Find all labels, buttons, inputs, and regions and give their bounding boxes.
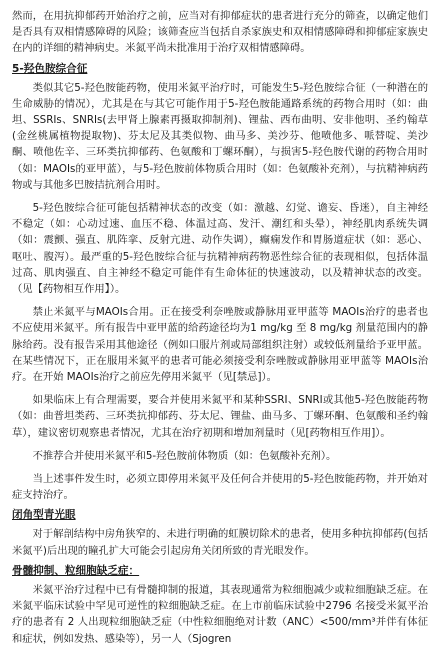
- section-heading-serotonin: 5-羟色胺综合征: [12, 62, 88, 75]
- section-marrow: [12, 559, 428, 647]
- serotonin-paragraph-2: 5-羟色胺综合征可能包括精神状态的改变（如：激越、幻觉、谵妄、昏迷），自主神经不稳定（如：心动过速、血压不稳、体温过高、发汗、潮红和头晕），神经肌肉系统失调（如：震颤、强直、肌阵挛、反射亢进、动作失调），癫痫发作和胃肠道症状（如：恶心、呕吐、腹泻）。最严重的5-羟色胺综合征与抗精神病药物恶性综合征的表现相似，包括体温过高、肌肉强直、自主神经不稳定可能伴有生命体征的快速波动，以及精神状态的改变。（见【药物相互作用】）。: [12, 202, 428, 296]
- section-heading-marrow: 骨髓抑制、粒细胞缺乏症：: [12, 564, 140, 577]
- section-serotonin: [12, 57, 428, 504]
- section-glaucoma: [12, 503, 428, 558]
- serotonin-paragraph-6: 当上述事件发生时，必须立即停用米氮平及任何合并使用的5-羟色胺能药物，并开始对症支持治疗。: [12, 473, 428, 502]
- serotonin-paragraph-5: 不推荐合并使用米氮平和5-羟色胺前体物质（如：色氨酸补充剂）。: [32, 449, 337, 462]
- intro-paragraph: 然而，在用抗抑郁药开始治疗之前，应当对有抑郁症状的患者进行充分的筛查，以确定他们是否具有双相情感障碍的风险；该筛查应当包括自杀家族史和双相情感障碍和抑郁症家族史在内的详细的精神病史。米氮平尚未批准用于治疗双相情感障碍。: [12, 10, 428, 55]
- serotonin-paragraph-1: 类似其它5-羟色胺能药物，使用米氮平治疗时，可能发生5-羟色胺综合征（一种潜在的生命威胁的情况），尤其是在与其它可能作用于5-羟色胺能通路系统的药物合用时（如：曲坦、SSRIs、SNRIs(去甲肾上腺素再摄取抑制剂)、锂盐、西布曲明、安非他明、圣约翰草(金丝桃属植物提取物)、芬太尼及其类似物、曲马多、美沙芬、他喷他多、哌替啶、美沙酮、喷他佐辛、三环类抗抑郁药、色氨酸和丁螺环酮），与损害5-羟色胺代谢的药物合用时（如：MAOIs的亚甲蓝），与5-羟色胺前体物质合用时（如：色氨酸补充剂），与抗精神病药物或与其他多巴胺拮抗剂合用时。: [12, 81, 428, 191]
- section-heading-glaucoma: 闭角型青光眼: [12, 509, 76, 522]
- marrow-paragraph-1: 米氮平治疗过程中已有骨髓抑制的报道，其表现通常为粒细胞减少或粒细胞缺乏症。在米氮平临床试验中罕见可逆性的粒细胞缺乏症。在上市前临床试验中2796 名接受米氮平治疗的患者有 2 人出现粒细胞缺乏症（中性粒细胞绝对计数（ANC）<500/mm³并伴有体征和症状，例如发热、感染等），另一人（Sjogren: [12, 583, 428, 645]
- serotonin-paragraph-3: 禁止米氮平与MAOIs合用。正在接受利奈唑胺或静脉用亚甲蓝等 MAOIs治疗的患者也不应使用米氮平。所有报告中亚甲蓝的给药途径均为1 mg/kg 至 8 mg/kg 剂量范围内的静脉给药。没有报告采用其他途径（例如口服片剂或局部组织注射）或较低剂量给予亚甲蓝。在某些情况下，正在服用米氮平的患者可能必须接受利奈唑胺或静脉用亚甲蓝等 MAOIs治疗。在开始 MAOIs治疗之前应先停用米氮平（见[禁忌]）。: [12, 306, 428, 384]
- serotonin-paragraph-4: 如果临床上有合理需要，要合并使用米氮平和某种SSRI、SNRI或其他5-羟色胺能药物（如：曲普坦类药、三环类抗抑郁药、芬太尼、锂盐、曲马多、丁螺环酮、色氨酸和圣约翰草），建议密切观察患者情况，尤其在治疗初期和增加剂量时（见[药物相互作用]）。: [12, 394, 428, 439]
- glaucoma-paragraph-1: 对于解剖结构中房角狭窄的、未进行明确的虹膜切除术的患者，使用多种抗抑郁药(包括米氮平)后出现的瞳孔扩大可能会引起房角关闭所致的青光眼发作。: [12, 528, 428, 557]
